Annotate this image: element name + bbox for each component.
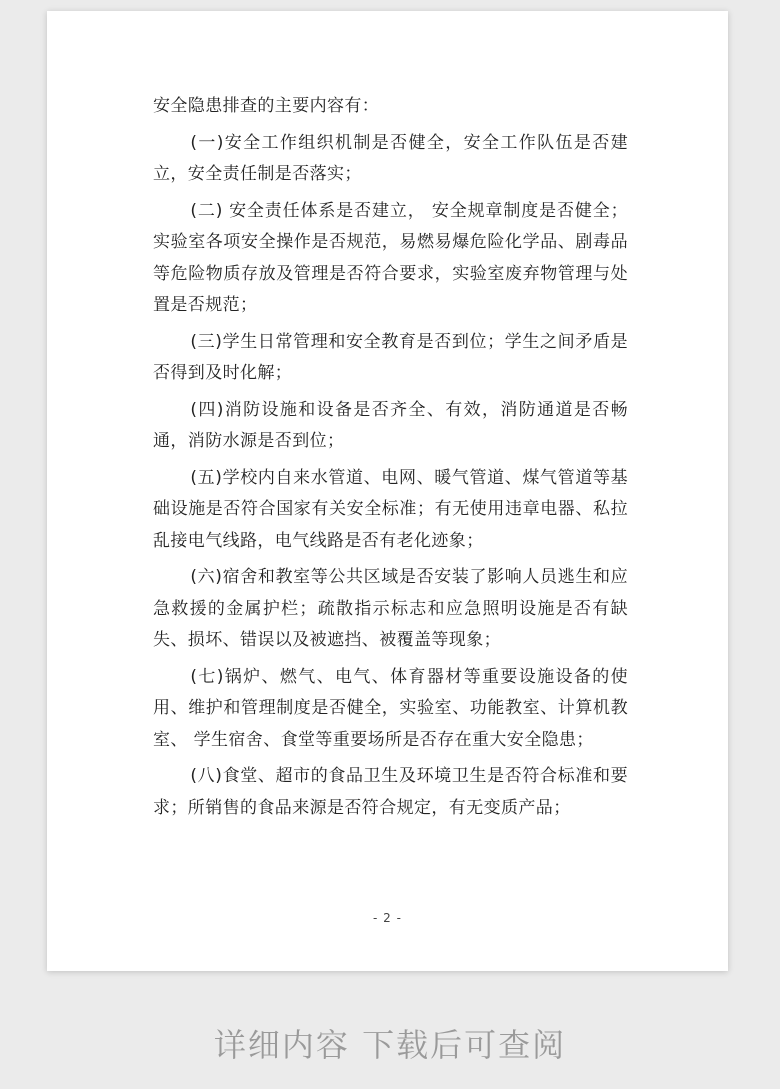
intro-text: 安全隐患排查的主要内容有： [153,96,380,116]
paragraph-3: (三)学生日常管理和安全教育是否到位；学生之间矛盾是否得到及时化解； [153,331,628,383]
paragraph-2: (二) 安全责任体系是否建立， 安全规章制度是否健全；实验室各项安全操作是否规范，易燃易爆危险化学品、剧毒品等危险物质存放及管理是否符合要求，实验室废弃物管理与处置是否规范； [153,200,628,315]
page-number: - 2 - [373,911,402,925]
paragraph-8: (八)食堂、超市的食品卫生及环境卫生是否符合标准和要求；所销售的食品来源是否符合规定，有无变质产品； [153,766,628,818]
paragraph-7: (七)锅炉、燃气、电气、体育器材等重要设施设备的使用、维护和管理制度是否健全，实验室、功能教室、计算机教室、 学生宿舍、食堂等重要场所是否存在重大安全隐患； [153,666,628,750]
document-body [153,91,628,829]
paragraph-4: (四)消防设施和设备是否齐全、有效，消防通道是否畅通，消防水源是否到位； [153,399,628,451]
download-banner[interactable]: 详细内容 下载后可查阅 [213,1026,567,1064]
paragraph-6: (六)宿舍和教室等公共区域是否安装了影响人员逃生和应急救援的金属护栏；疏散指示标志和应急照明设施是否有缺失、损坏、错误以及被遮挡、被覆盖等现象； [153,567,628,650]
document-page [47,11,728,971]
paragraph-5: (五)学校内自来水管道、电网、暖气管道、煤气管道等基础设施是否符合国家有关安全标准；有无使用违章电器、私拉乱接电气线路，电气线路是否有老化迹象； [153,467,628,551]
paragraph-1: (一)安全工作组织机制是否健全，安全工作队伍是否建立，安全责任制是否落实； [153,132,628,184]
